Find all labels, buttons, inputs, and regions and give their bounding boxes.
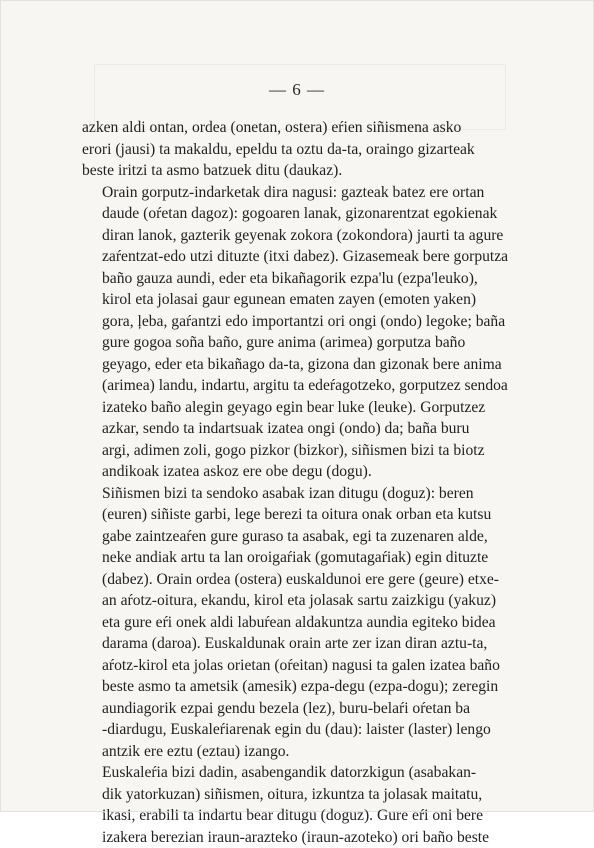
text-line: antzik ere eztu (eztau) izango. [82,741,520,763]
paragraph-4 [82,762,520,848]
text-line: aŕotz-kirol eta jolas orietan (oŕeitan) nagusi ta galen izatea baño [82,655,520,677]
paragraph-2 [82,182,520,483]
text-line: azkar, sendo ta indartsuak izatea ongi (ondo) da; baña buru [82,418,520,440]
text-line: (arimea) landu, indartu, argitu ta edeŕagotzeko, gorputzez sendoa [82,375,520,397]
text-line: aundiagorik ezpai gendu bezela (lez), buru-belaŕi oŕetan ba [82,698,520,720]
text-line: Euskaleŕia bizi dadin, asabengandik datorzkigun (asabakan- [82,762,520,784]
text-line: diran lanok, gazterik geyenak zokora (zokondora) jaurti ta agure [82,225,520,247]
text-line: izateko baño alegin geyago egin bear luke (leuke). Gorputzez [82,397,520,419]
text-line: -diardugu, Euskaleŕiarenak egin du (dau): laister (laster) lengo [82,719,520,741]
text-line: argi, adimen zoli, gogo pizkor (bizkor), siñismen bizi ta biotz [82,440,520,462]
text-line: azken aldi ontan, ordea (onetan, ostera) eŕien siñismena asko [82,117,520,139]
text-line: gure gogoa soña baño, gure anima (arimea) gorputza baño [82,332,520,354]
page-number: — 6 — [0,80,594,100]
text-line: (dabez). Orain ordea (ostera) euskaldunoi ere gere (geure) etxe- [82,569,520,591]
text-line: beste asmo ta ametsik (amesik) ezpa-degu (ezpa-dogu); zeregin [82,676,520,698]
text-line: darama (daroa). Euskaldunak orain arte zer izan diran aztu-ta, [82,633,520,655]
text-line: Siñismen bizi ta sendoko asabak izan ditugu (doguz): beren [82,483,520,505]
paragraph-3 [82,483,520,763]
text-line: (euren) siñiste garbi, lege berezi ta oitura onak orban eta kutsu [82,504,520,526]
text-line: gora, ļeba, gaŕantzi edo importantzi ori ongi (ondo) legoke; baña [82,311,520,333]
text-line: neke andiak artu ta lan oroigaŕiak (gomutagaŕiak) egin dituzte [82,547,520,569]
text-line: geyago, eder eta bikañago da-ta, gizona dan gizonak bere anima [82,354,520,376]
body-text [82,117,520,848]
text-line: ikasi, erabili ta indartu bear ditugu (doguz). Gure eŕi oni bere [82,805,520,827]
text-line: beste iritzi ta asmo batzuek ditu (daukaz). [82,160,520,182]
text-line: andikoak izatea askoz ere obe degu (dogu). [82,461,520,483]
text-line: daude (oŕetan dagoz): gogoaren lanak, gizonarentzat egokienak [82,203,520,225]
text-line: eta gure eŕi onek aldi labuŕean aldakuntza aundia egiteko bidea [82,612,520,634]
text-line: baño gauza aundi, eder eta bikañagorik ezpa'lu (ezpa'leuko), [82,268,520,290]
text-line: zaŕentzat-edo utzi dituzte (itxi dabez). Gizasemeak bere gorputza [82,246,520,268]
text-line: izakera berezian iraun-arazteko (iraun-azoteko) ori baño beste [82,827,520,848]
text-line: erori (jausi) ta makaldu, epeldu ta oztu da-ta, oraingo gizarteak [82,139,520,161]
paragraph-1 [82,117,520,182]
text-line: kirol eta jolasai gaur egunean ematen zayen (emoten yaken) [82,289,520,311]
text-line: Orain gorputz-indarketak dira nagusi: gazteak batez ere ortan [82,182,520,204]
text-line: an aŕotz-oitura, ekandu, kirol eta jolasak sartu zaizkigu (yakuz) [82,590,520,612]
text-line: dik yatorkuzan) siñismen, oitura, izkuntza ta jolasak maitatu, [82,784,520,806]
text-line: gabe zaintzeaŕen gure guraso ta asabak, egi ta zuzenaren alde, [82,526,520,548]
